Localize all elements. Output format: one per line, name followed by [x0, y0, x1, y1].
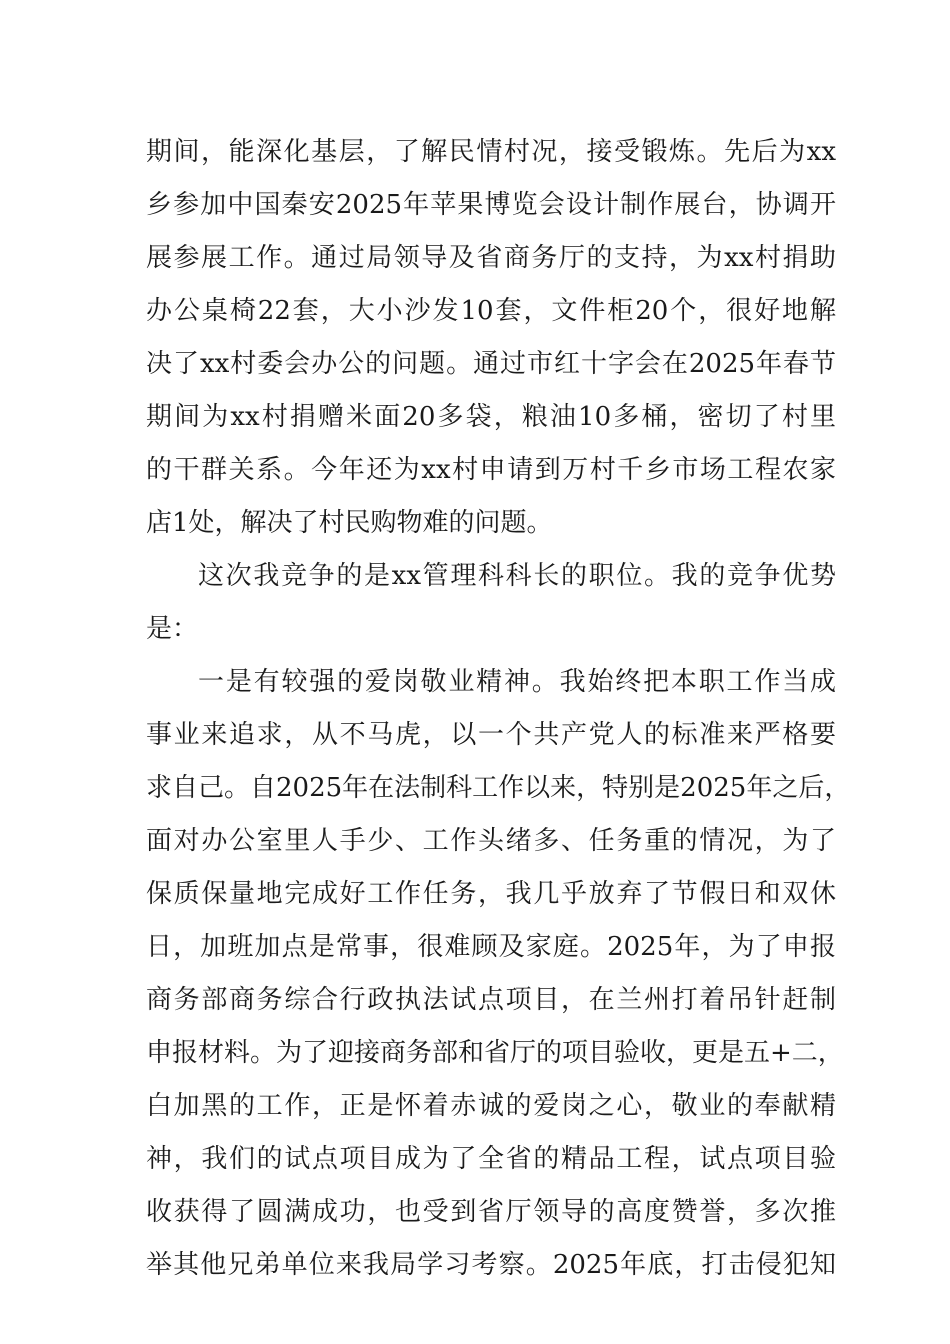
text-line: 是：	[146, 614, 199, 644]
text-line: 神，我们的试点项目成为了全省的精品工程，试点项目验	[146, 1144, 836, 1174]
text-line: 展参展工作。通过局领导及省商务厅的支持，为xx村捐助	[146, 243, 836, 273]
text-line: 面对办公室里人手少、工作头绪多、任务重的情况，为了	[146, 826, 836, 856]
text-line: 求自己。自2025年在法制科工作以来，特别是2025年之后，	[146, 773, 851, 803]
text-line: 决了xx村委会办公的问题。通过市红十字会在2025年春节	[146, 349, 836, 379]
text-line: 店1处，解决了村民购物难的问题。	[146, 508, 553, 538]
text-line: 举其他兄弟单位来我局学习考察。2025年底，打击侵犯知	[146, 1250, 836, 1280]
text-line: 商务部商务综合行政执法试点项目，在兰州打着吊针赶制	[146, 985, 836, 1015]
text-line: 期间，能深化基层，了解民情村况，接受锻炼。先后为xx	[146, 137, 836, 167]
text-line: 事业来追求，从不马虎，以一个共产党人的标准来严格要	[146, 720, 836, 750]
text-line: 的干群关系。今年还为xx村申请到万村千乡市场工程农家	[146, 455, 836, 485]
text-line: 申报材料。为了迎接商务部和省厅的项目验收，更是五+二，	[146, 1038, 844, 1068]
text-line: 白加黑的工作，正是怀着赤诚的爱岗之心，敬业的奉献精	[146, 1091, 836, 1121]
body-text	[146, 128, 851, 1294]
text-line: 办公桌椅22套，大小沙发10套，文件柜20个，很好地解	[146, 296, 836, 326]
text-line: 收获得了圆满成功，也受到省厅领导的高度赞誉，多次推	[146, 1197, 836, 1227]
text-line: 日，加班加点是常事，很难顾及家庭。2025年，为了申报	[146, 932, 836, 962]
text-line: 这次我竞争的是xx管理科科长的职位。我的竞争优势	[198, 561, 836, 591]
text-line: 一是有较强的爱岗敬业精神。我始终把本职工作当成	[198, 667, 836, 697]
text-line: 期间为xx村捐赠米面20多袋，粮油10多桶，密切了村里	[146, 402, 836, 432]
text-line: 保质保量地完成好工作任务，我几乎放弃了节假日和双休	[146, 879, 836, 909]
text-line: 乡参加中国秦安2025年苹果博览会设计制作展台，协调开	[146, 190, 836, 220]
